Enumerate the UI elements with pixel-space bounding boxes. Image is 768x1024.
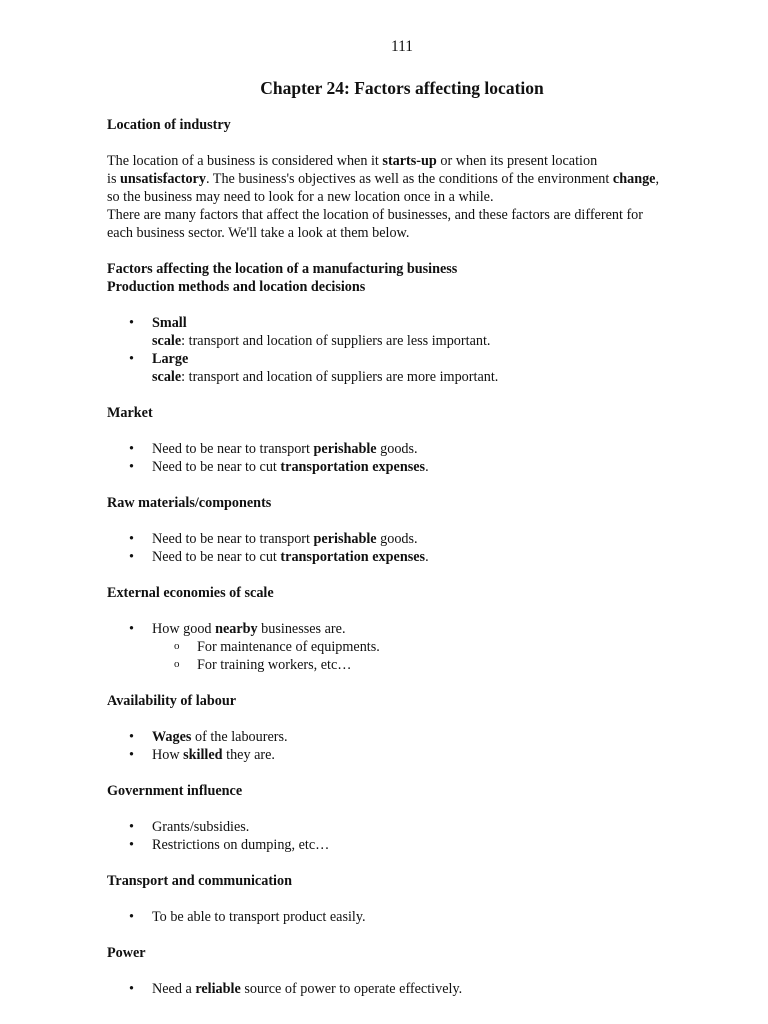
list-item [107, 314, 707, 350]
sub-list-item [107, 638, 707, 656]
bullet-icon: • [129, 819, 134, 835]
intro-line-5: each business sector. We'll take a look at them below. [107, 225, 410, 241]
list-item-text: How good [152, 621, 216, 637]
bullet-icon: • [129, 315, 134, 331]
bullet-icon: • [129, 549, 134, 565]
list-item-text: Need to be near to transport [152, 531, 314, 547]
list-item [107, 530, 707, 548]
intro-text: . The business's objectives as well as the conditions of the environment [205, 171, 613, 187]
section-heading-location-of-industry: Location of industry [107, 117, 231, 133]
intro-bold-change: change [612, 171, 656, 187]
list-item [107, 728, 707, 746]
bold-scale: scale [152, 369, 182, 385]
bullet-icon: • [129, 351, 134, 367]
intro-text: , [655, 171, 660, 187]
bullet-icon: • [129, 459, 134, 475]
intro-line-2 [107, 170, 707, 188]
bullet-icon: • [129, 981, 134, 997]
section-heading-manufacturing: Factors affecting the location of a manufacturing business [107, 261, 458, 277]
circle-bullet-icon: o [174, 640, 180, 652]
labour-list [107, 728, 707, 764]
external-economies-list [107, 620, 707, 638]
list-item-text: source of power to operate effectively. [240, 981, 463, 997]
bullet-icon: • [129, 747, 134, 763]
list-item-text: goods. [376, 441, 418, 457]
transport-list [107, 908, 707, 926]
list-item [107, 620, 707, 638]
section-heading-power: Power [107, 945, 146, 961]
intro-text: or when its present location [436, 153, 598, 169]
bold-transportation-expenses: transportation expenses [280, 549, 426, 565]
section-heading-market: Market [107, 405, 153, 421]
section-heading-external-economies: External economies of scale [107, 585, 274, 601]
sub-list-item-text: For training workers, etc… [197, 657, 352, 673]
list-item-text: Need to be near to cut [152, 459, 281, 475]
bold-perishable: perishable [313, 441, 377, 457]
government-list [107, 818, 707, 854]
list-item-text: . [425, 459, 429, 475]
circle-bullet-icon: o [174, 658, 180, 670]
intro-line-3: so the business may need to look for a new location once in a while. [107, 189, 494, 205]
list-item [107, 350, 707, 386]
intro-text: The location of a business is considered when it [107, 153, 383, 169]
intro-line-4: There are many factors that affect the location of businesses, and these factors are different for [107, 207, 644, 223]
bold-wages: Wages [152, 729, 192, 745]
list-item-text: they are. [222, 747, 275, 763]
list-item-text: : transport and location of suppliers are more important. [181, 369, 499, 385]
intro-bold-unsatisfactory: unsatisfactory [120, 171, 206, 187]
page-number: 111 [390, 38, 414, 55]
bullet-icon: • [129, 531, 134, 547]
chapter-title: Chapter 24: Factors affecting location [260, 78, 544, 98]
bold-perishable: perishable [313, 531, 377, 547]
bold-scale: scale [152, 333, 182, 349]
list-item [107, 440, 707, 458]
bullet-icon: • [129, 729, 134, 745]
list-item-text: businesses are. [257, 621, 346, 637]
section-heading-government: Government influence [107, 783, 243, 799]
list-item-text: goods. [376, 531, 418, 547]
sub-list-item [107, 656, 707, 674]
bold-skilled: skilled [183, 747, 223, 763]
list-item-text: How [152, 747, 184, 763]
list-item [107, 980, 707, 998]
list-item-text: Need to be near to cut [152, 549, 281, 565]
list-item [107, 908, 707, 926]
raw-materials-list [107, 530, 707, 566]
bold-nearby: nearby [215, 621, 258, 637]
bold-small: Small [152, 315, 187, 331]
section-heading-labour: Availability of labour [107, 693, 237, 709]
section-heading-production-methods: Production methods and location decisions [107, 279, 366, 295]
list-item-text: Restrictions on dumping, etc… [152, 837, 330, 853]
sub-list-item-text: For maintenance of equipments. [197, 639, 380, 655]
list-item [107, 818, 707, 836]
list-item-text: of the labourers. [191, 729, 288, 745]
list-item [107, 458, 707, 476]
production-list [107, 314, 707, 386]
bullet-icon: • [129, 909, 134, 925]
list-item-text: Grants/subsidies. [152, 819, 250, 835]
list-item-text: To be able to transport product easily. [152, 909, 366, 925]
section-heading-transport: Transport and communication [107, 873, 292, 889]
list-item-text: : transport and location of suppliers are less important. [181, 333, 491, 349]
section-heading-raw-materials: Raw materials/components [107, 495, 272, 511]
power-list [107, 980, 707, 998]
intro-bold-starts-up: starts-up [382, 153, 437, 169]
list-item-text: . [425, 549, 429, 565]
bold-reliable: reliable [195, 981, 241, 997]
bullet-icon: • [129, 441, 134, 457]
intro-text: is [107, 171, 121, 187]
market-list [107, 440, 707, 476]
document-body [107, 116, 707, 998]
list-item [107, 746, 707, 764]
list-item [107, 548, 707, 566]
list-item-text: Need a [152, 981, 196, 997]
list-item-text: Need to be near to transport [152, 441, 314, 457]
intro-line-1 [107, 152, 707, 170]
bullet-icon: • [129, 837, 134, 853]
list-item [107, 836, 707, 854]
external-economies-sublist [107, 638, 707, 674]
bold-large: Large [152, 351, 189, 367]
bullet-icon: • [129, 621, 134, 637]
bold-transportation-expenses: transportation expenses [280, 459, 426, 475]
